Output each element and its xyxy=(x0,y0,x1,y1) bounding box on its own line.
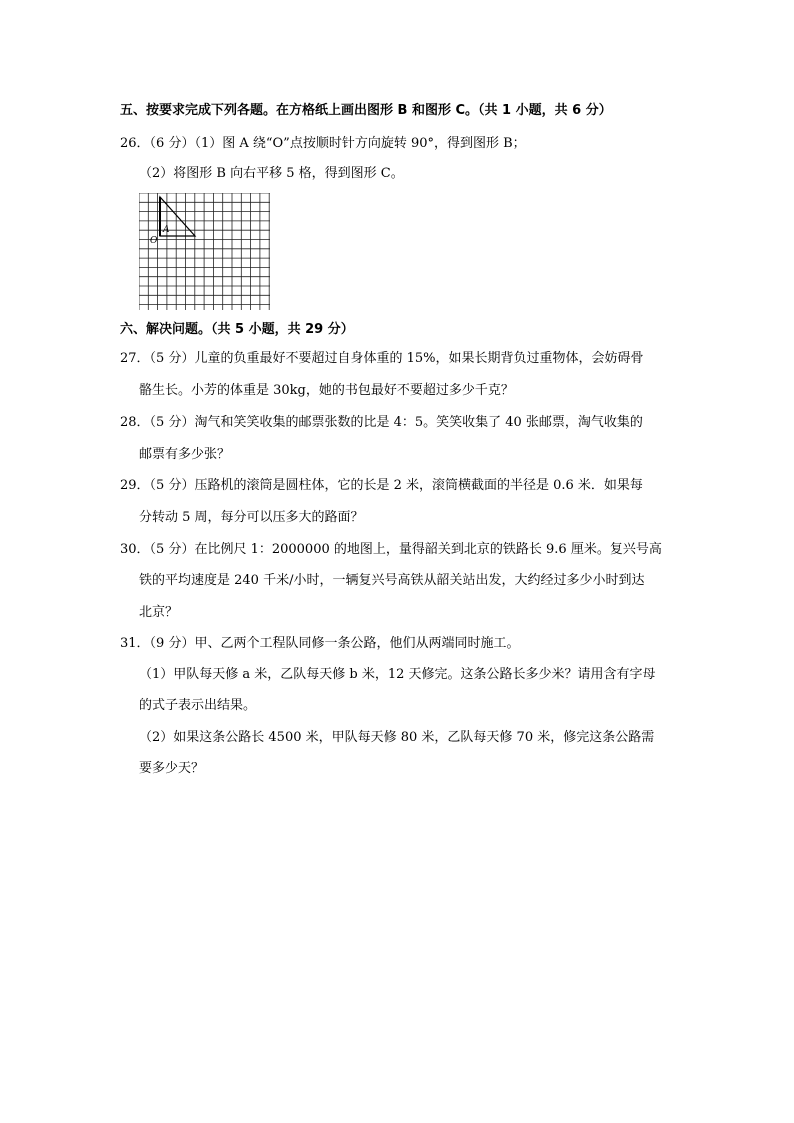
question-31-part-1-line-1: （1）甲队每天修 a 米，乙队每天修 b 米，12 天修完。这条公路长多少米？请用含有字母 xyxy=(139,667,656,682)
question-26-line-2: （2）将图形 B 向右平移 5 格，得到图形 C。 xyxy=(139,166,404,181)
question-28-line-2: 邮票有多少张？ xyxy=(139,447,231,462)
question-30-line-3: 北京？ xyxy=(139,605,179,620)
label-o: O xyxy=(150,236,158,246)
question-26-line-1: 26．（6 分）（1）图 A 绕“O”点按顺时针方向旋转 90°，得到图形 B； xyxy=(120,136,526,151)
question-31-line-1: 31．（9 分）甲、乙两个工程队同修一条公路，他们从两端同时施工。 xyxy=(120,636,520,651)
question-29-line-2: 分转动 5 周，每分可以压多大的路面？ xyxy=(139,510,364,525)
question-31-part-2-line-2: 要多少天？ xyxy=(139,761,205,776)
question-28-line-1: 28．（5 分）淘气和笑笑收集的邮票张数的比是 4：5。笑笑收集了 40 张邮票，淘气收集的 xyxy=(120,415,643,430)
question-31-part-2-line-1: （2）如果这条公路长 4500 米，甲队每天修 80 米，乙队每天修 70 米，修完这条公路需 xyxy=(139,730,655,745)
question-27-line-2: 骼生长。小芳的体重是 30kg，她的书包最好不要超过多少千克？ xyxy=(139,383,514,398)
label-a: A xyxy=(163,225,170,235)
question-30-line-2: 铁的平均速度是 240 千米/小时，一辆复兴号高铁从韶关站出发，大约经过多少小时到达 xyxy=(139,573,645,588)
grid-paper xyxy=(139,193,270,310)
section-5-title: 五、按要求完成下列各题。在方格纸上画出图形 B 和图形 C。（共 1 小题，共 6 分） xyxy=(120,103,612,118)
question-30-line-1: 30．（5 分）在比例尺 1：2000000 的地图上，量得韶关到北京的铁路长 9.6 厘米。复兴号高 xyxy=(120,542,662,557)
question-27-line-1: 27．（5 分）儿童的负重最好不要超过自身体重的 15%，如果长期背负过重物体，会妨碍骨 xyxy=(120,351,644,366)
grid-figure xyxy=(139,193,270,310)
section-6-title: 六、解决问题。（共 5 小题，共 29 分） xyxy=(120,322,354,337)
question-29-line-1: 29．（5 分）压路机的滚筒是圆柱体，它的长是 2 米，滚筒横截面的半径是 0.6 米．如果每 xyxy=(120,478,643,493)
question-31-part-1-line-2: 的式子表示出结果。 xyxy=(139,698,257,713)
